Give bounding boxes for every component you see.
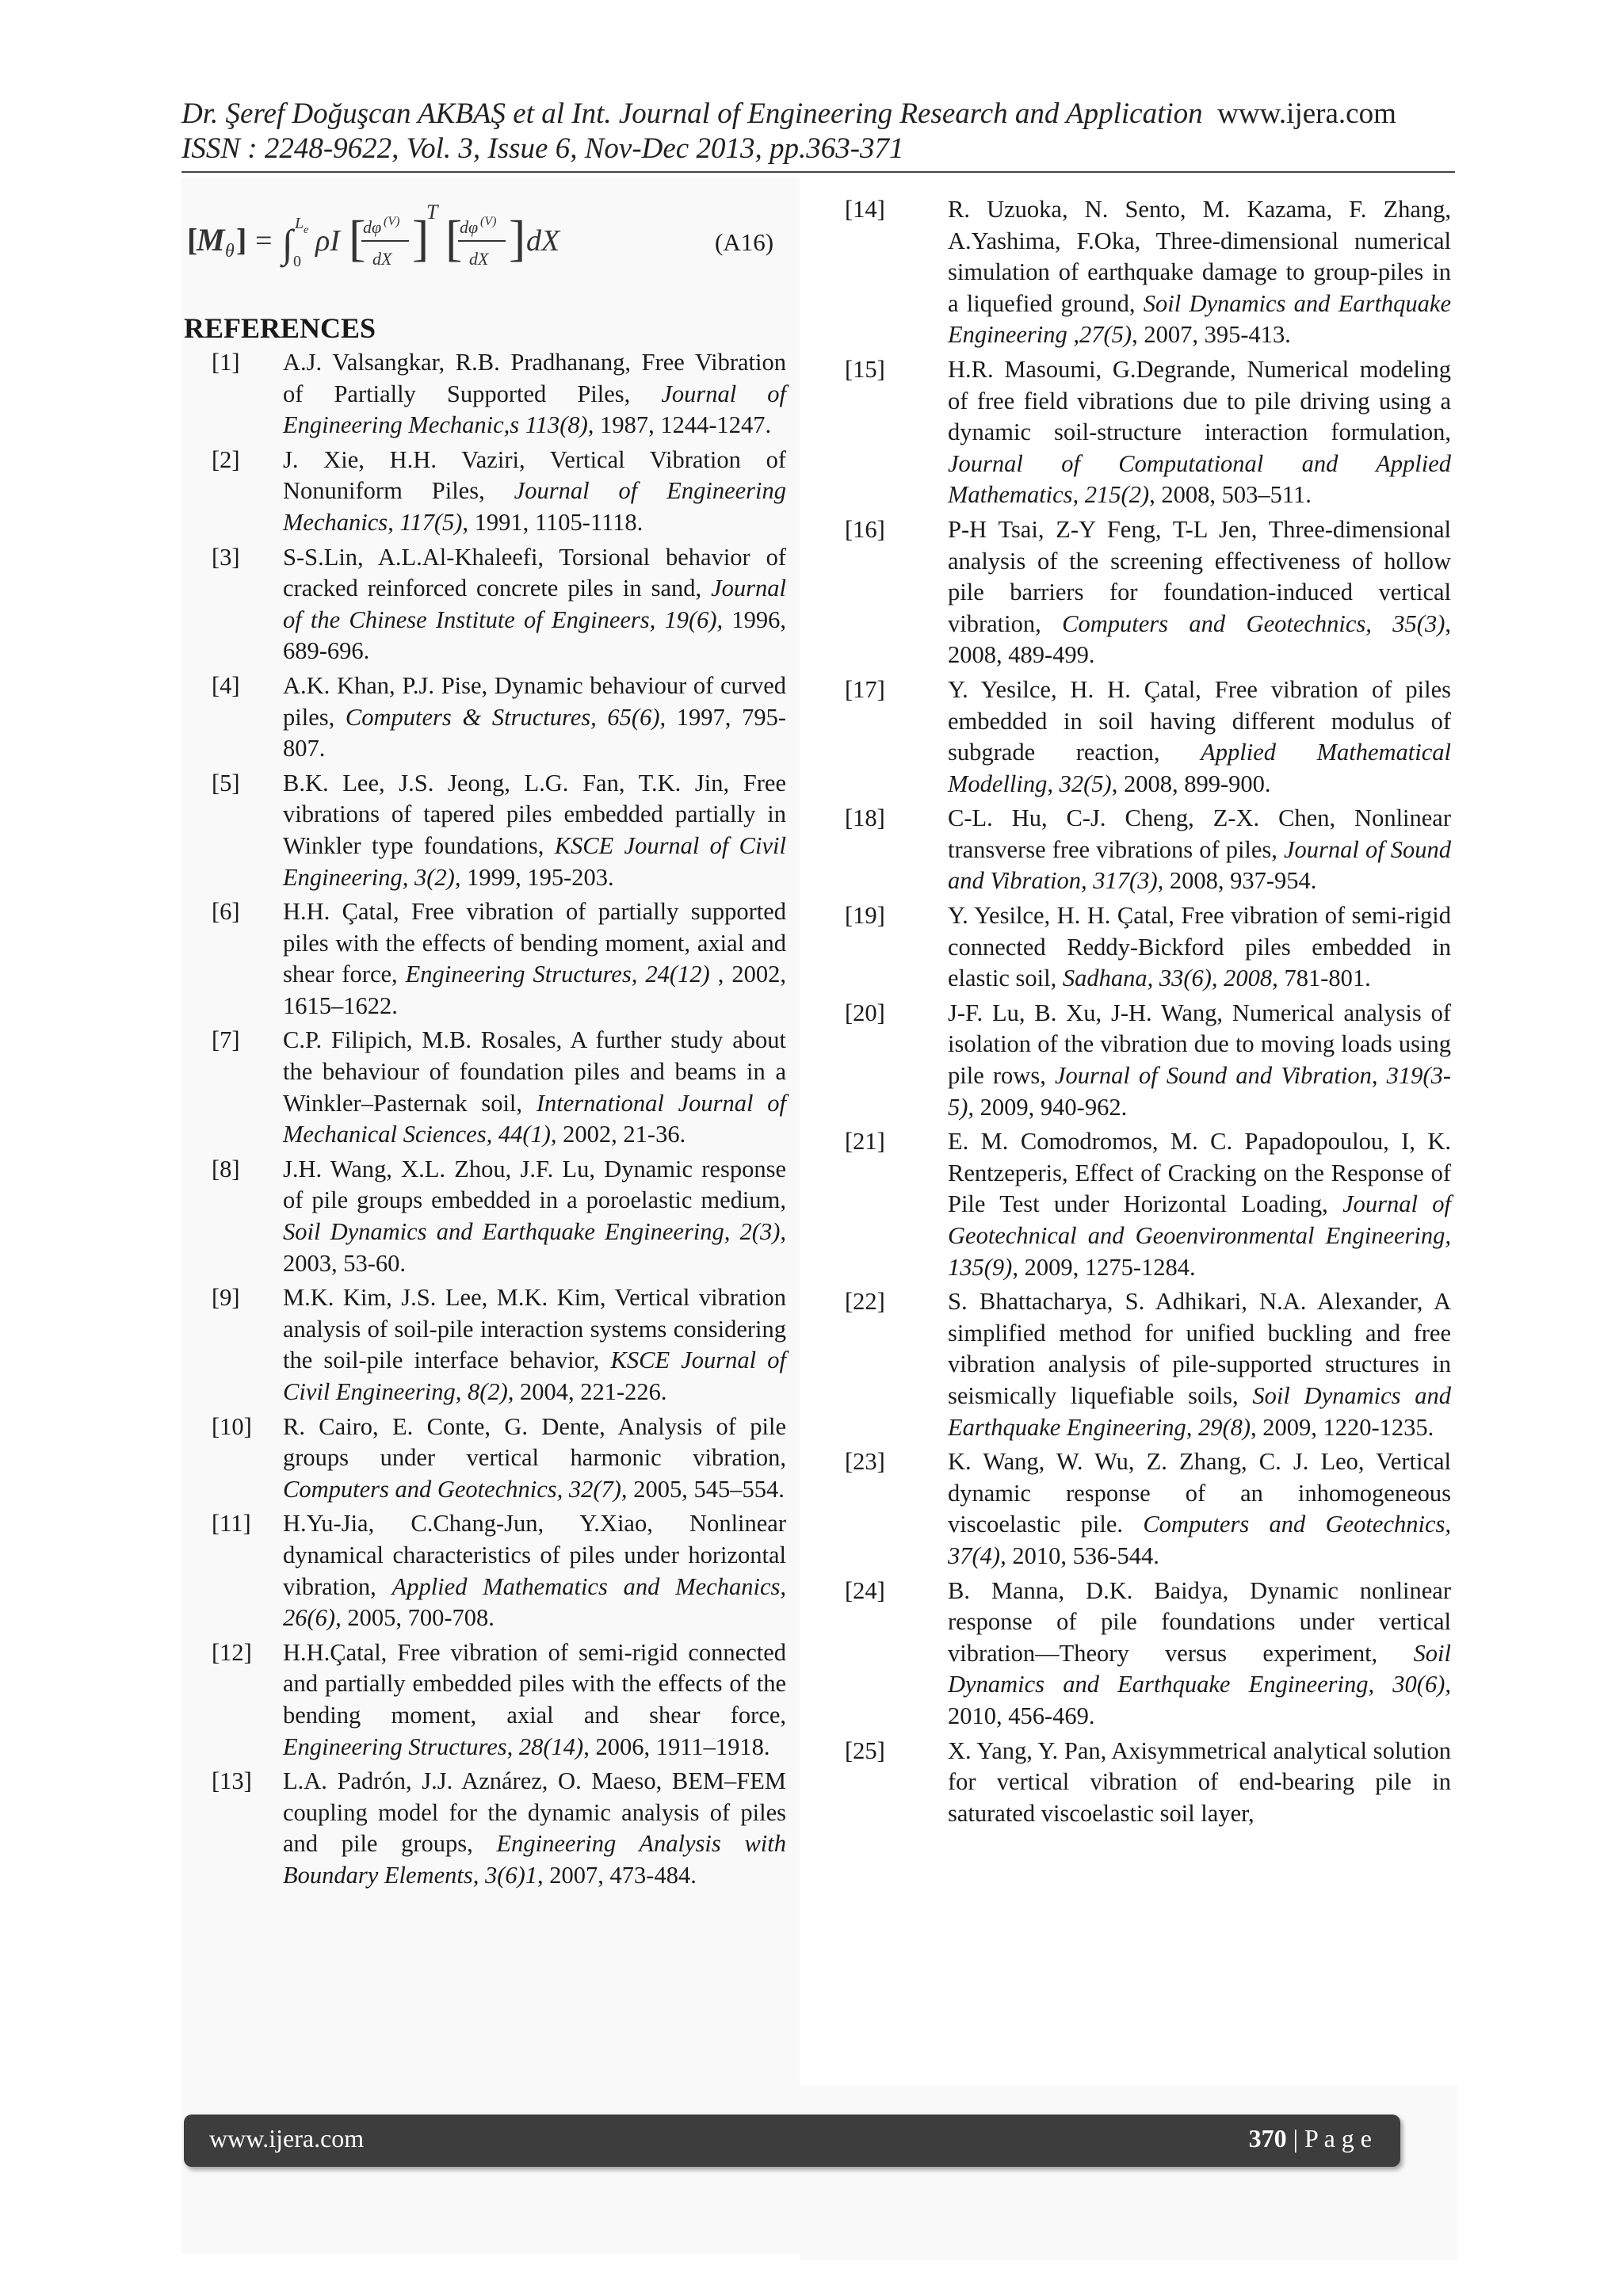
svg-text:dX: dX (526, 224, 560, 258)
reference-authors-title: L.A. Padrón, J.J. Aznárez, O. Maeso, BEM–FEM coupling model for the dynamic analysis of piles and pile groups, (283, 1767, 786, 1858)
reference-authors-title: J. Xie, H.H. Vaziri, Vertical Vibration of Nonuniform Piles, (283, 445, 786, 505)
reference-authors-title: A.K. Khan, P.J. Pise, Dynamic behaviour of curved piles, (283, 671, 786, 731)
right-column (845, 194, 1451, 1832)
reference-year-pages: 2004, 221-226. (514, 1378, 667, 1405)
reference-item (184, 1282, 786, 1408)
equation-number: (A16) (715, 228, 774, 256)
reference-authors-title: H.R. Masoumi, G.Degrande, Numerical modeling of free field vibrations due to pile driving using a dynamic soil-structure interaction formulation, (948, 355, 1451, 446)
reference-text (283, 542, 786, 667)
references-list-right (845, 194, 1451, 1829)
reference-number: [6] (212, 898, 240, 926)
reference-text (948, 1576, 1451, 1733)
reference-text (948, 1736, 1451, 1830)
svg-text:dφ: dφ (363, 217, 382, 237)
reference-year-pages: 2002, 21-36. (556, 1121, 686, 1148)
reference-text (283, 347, 786, 441)
reference-authors-title: P-H Tsai, Z-Y Feng, T-L Jen, Three-dimensional analysis of the screening effectiveness of hollow pile barriers for foundation-induced vertical vibration, (948, 515, 1451, 637)
reference-journal: Computers and Geotechnics, 37(4), (948, 1511, 1451, 1569)
reference-item (845, 1576, 1451, 1733)
reference-number: [13] (212, 1767, 252, 1795)
svg-text:]: ] (509, 210, 526, 266)
reference-year-pages: 2005, 545–554. (627, 1475, 785, 1503)
reference-authors-title: H.Yu-Jia, C.Chang-Jun, Y.Xiao, Nonlinear dynamical characteristics of piles under horizontal vibration, (283, 1510, 786, 1600)
reference-authors-title: C-L. Hu, C-J. Cheng, Z-X. Chen, Nonlinear transverse free vibrations of piles, (948, 804, 1451, 863)
reference-journal: Soil Dynamics and Earthquake Engineering, 30(6), (948, 1639, 1451, 1698)
reference-text (283, 1154, 786, 1279)
svg-text:[: [ (445, 210, 463, 266)
reference-journal: Computers and Geotechnics, 35(3) (1062, 609, 1445, 637)
reference-item (184, 445, 786, 539)
right-column-background (800, 2086, 1457, 2260)
reference-journal: Sadhana, 33(6), 2008, (1062, 965, 1278, 992)
reference-authors-title: Y. Yesilce, H. H. Çatal, Free vibration of semi-rigid connected Reddy-Bickford piles embedded in elastic soil, (948, 902, 1451, 992)
reference-authors-title: H.H. Çatal, Free vibration of partially supported piles with the effects of bending moment, axial and shear force, (283, 898, 786, 988)
svg-text:]: ] (412, 210, 430, 266)
reference-number: [15] (845, 355, 885, 383)
reference-text (283, 1637, 786, 1763)
reference-authors-title: M.K. Kim, J.S. Lee, M.K. Kim, Vertical vibration analysis of soil-pile interaction systems considering the soil-pile interface behavior, (283, 1284, 786, 1374)
reference-number: [9] (212, 1284, 240, 1312)
reference-item (184, 768, 786, 893)
reference-text (283, 445, 786, 539)
reference-year-pages: , 2008, 503–511. (1149, 481, 1312, 509)
reference-year-pages: 2009, 1275-1284. (1018, 1253, 1196, 1281)
references-list-left (184, 347, 786, 1892)
reference-authors-title: K. Wang, W. Wu, Z. Zhang, C. J. Leo, Vertical dynamic response of an inhomogeneous viscoelastic pile. (948, 1448, 1451, 1538)
reference-journal: KSCE Journal of Civil Engineering, 3(2), (283, 831, 786, 891)
reference-text (283, 1766, 786, 1891)
reference-journal: KSCE Journal of Civil Engineering, 8(2), (283, 1347, 786, 1405)
reference-journal: Soil Dynamics and Earthquake Engineering, 2(3), (283, 1218, 786, 1246)
svg-text:(V): (V) (384, 215, 400, 228)
page-label: | P a g e (1286, 2124, 1372, 2153)
reference-journal: Soil Dynamics and Earthquake Engineering, 29(8) (948, 1381, 1451, 1441)
reference-number: [3] (212, 543, 240, 571)
reference-journal: Journal of Engineering Mechanic,s 113(8), (283, 380, 786, 439)
reference-journal: Journal of Engineering Mechanics, 117(5), (283, 477, 786, 536)
reference-number: [22] (845, 1288, 885, 1316)
svg-text:[: [ (187, 222, 198, 258)
page-footer (184, 2115, 1400, 2167)
reference-year-pages: , 2008, 899-900. (1111, 770, 1271, 797)
header-website[interactable]: www.ijera.com (1217, 97, 1396, 130)
reference-item (845, 1736, 1451, 1830)
reference-text (948, 1286, 1451, 1443)
reference-text (283, 896, 786, 1022)
reference-number: [8] (212, 1155, 240, 1182)
reference-item (184, 542, 786, 667)
reference-journal: Computers and Geotechnics, 32(7), (283, 1475, 628, 1503)
reference-item (184, 1412, 786, 1506)
reference-year-pages: 1997, 795-807. (283, 703, 786, 762)
svg-text:M: M (197, 222, 225, 258)
reference-year-pages: , 2007, 473-484. (537, 1861, 697, 1889)
svg-text:ρI: ρI (315, 224, 340, 258)
reference-item (184, 1508, 786, 1633)
reference-number: [11] (212, 1510, 251, 1538)
equation-formula (184, 189, 628, 292)
svg-text:∫: ∫ (282, 221, 293, 266)
reference-year-pages: , 2002, 1615–1622. (283, 961, 786, 1019)
svg-text:dX: dX (372, 249, 392, 269)
reference-year-pages: 1991, 1105-1118. (468, 508, 643, 536)
reference-item (184, 1637, 786, 1763)
reference-text (283, 768, 786, 893)
reference-item (184, 1025, 786, 1150)
header-citation: Dr. Şeref Doğuşcan AKBAŞ et al Int. Journal of Engineering Research and Application (181, 97, 1203, 130)
reference-number: [14] (845, 196, 885, 223)
reference-year-pages: , 2009, 1220-1235. (1251, 1413, 1434, 1441)
reference-item (845, 803, 1451, 897)
svg-text:dφ: dφ (460, 217, 479, 237)
reference-item (845, 900, 1451, 995)
reference-year-pages: 2003, 53-60. (283, 1249, 407, 1277)
reference-year-pages: , 2007, 395-413. (1132, 321, 1291, 349)
reference-text (283, 1282, 786, 1408)
page-number-value: 370 (1248, 2124, 1287, 2153)
reference-year-pages: 781-801. (1277, 965, 1371, 992)
reference-authors-title: E. M. Comodromos, M. C. Papadopoulou, I, K. Rentzeperis, Effect of Cracking on the Response of Pile Test under Horizontal Loading, (948, 1128, 1451, 1218)
reference-journal: Engineering Structures, 28(14) (283, 1733, 584, 1760)
svg-text:L: L (295, 215, 304, 232)
reference-number: [23] (845, 1448, 885, 1476)
reference-text (948, 194, 1451, 351)
reference-number: [21] (845, 1128, 885, 1156)
svg-text:θ: θ (225, 241, 235, 262)
svg-text:T: T (426, 201, 438, 223)
reference-year-pages: 1996, 689-696. (283, 606, 786, 665)
reference-text (948, 674, 1451, 800)
reference-year-pages: 2010, 456-469. (948, 1702, 1095, 1729)
svg-text:(V): (V) (480, 215, 497, 228)
reference-text (948, 1126, 1451, 1283)
reference-authors-title: R. Cairo, E. Conte, G. Dente, Analysis of pile groups under vertical harmonic vibration, (283, 1412, 786, 1472)
reference-number: [25] (845, 1736, 885, 1764)
reference-number: [17] (845, 675, 885, 703)
svg-text:dX: dX (469, 249, 489, 269)
svg-text:[: [ (349, 210, 366, 266)
reference-year-pages: 2005, 700-708. (341, 1604, 495, 1632)
reference-item (184, 896, 786, 1022)
running-header (181, 97, 1449, 166)
reference-item (184, 1766, 786, 1891)
reference-text (948, 514, 1451, 671)
reference-item (845, 354, 1451, 511)
reference-authors-title: Y. Yesilce, H. H. Çatal, Free vibration of piles embedded in soil having different modulus of subgrade reaction, (948, 675, 1451, 766)
reference-text (948, 354, 1451, 511)
reference-journal: Journal of Computational and Applied Mathematics, 215(2) (948, 449, 1451, 509)
reference-year-pages: 1999, 195-203. (460, 863, 614, 891)
reference-number: [10] (212, 1412, 252, 1440)
reference-text (283, 1025, 786, 1150)
reference-journal: Engineering Analysis with Boundary Elements, 3(6)1 (283, 1830, 786, 1889)
reference-item (845, 1446, 1451, 1572)
page-number (1249, 2124, 1372, 2153)
reference-number: [18] (845, 804, 885, 832)
reference-year-pages: 2009, 940-962. (974, 1093, 1128, 1121)
reference-journal: Journal of the Chinese Institute of Engineers, 19(6), (283, 575, 786, 633)
svg-text:]: ] (236, 222, 247, 258)
reference-item (184, 670, 786, 765)
reference-year-pages: 2010, 536-544. (1006, 1541, 1159, 1569)
reference-number: [7] (212, 1026, 240, 1054)
header-line-1 (181, 97, 1449, 132)
reference-text (948, 1446, 1451, 1572)
left-column (184, 189, 786, 1895)
reference-journal: Applied Mathematics and Mechanics, 26(6), (283, 1572, 786, 1632)
reference-text (283, 1508, 786, 1633)
svg-text:=: = (255, 224, 273, 258)
reference-journal: Journal of Sound and Vibration, 319(3-5), (948, 1062, 1451, 1121)
reference-item (845, 674, 1451, 800)
reference-number: [20] (845, 999, 885, 1026)
reference-number: [4] (212, 671, 240, 699)
header-divider (181, 171, 1455, 173)
reference-number: [16] (845, 515, 885, 543)
reference-item (845, 1286, 1451, 1443)
reference-item (845, 998, 1451, 1123)
reference-item (184, 1154, 786, 1279)
reference-authors-title: S. Bhattacharya, S. Adhikari, N.A. Alexander, A simplified method for unified buckling and free vibration analysis of pile-supported structures in seismically liquefiable soils, (948, 1288, 1451, 1409)
reference-journal: Computers & Structures, 65(6), (345, 703, 666, 731)
reference-authors-title: S-S.Lin, A.L.Al-Khaleefi, Torsional behavior of cracked reinforced concrete piles in sand, (283, 543, 786, 602)
reference-year-pages: 2008, 937-954. (1163, 867, 1317, 895)
reference-text (948, 998, 1451, 1123)
reference-authors-title: J.H. Wang, X.L. Zhou, J.F. Lu, Dynamic response of pile groups embedded in a poroelastic medium, (283, 1155, 786, 1214)
reference-text (948, 900, 1451, 995)
equation-a16 (184, 189, 786, 292)
reference-text (948, 803, 1451, 897)
reference-year-pages: , 2008, 489-499. (948, 609, 1451, 669)
header-line-2: ISSN : 2248-9622, Vol. 3, Issue 6, Nov-Dec 2013, pp.363-371 (181, 132, 904, 165)
reference-authors-title: B.K. Lee, J.S. Jeong, L.G. Fan, T.K. Jin, Free vibrations of tapered piles embedded partially in Winkler type foundations, (283, 769, 786, 859)
reference-authors-title: R. Uzuoka, N. Sento, M. Kazama, F. Zhang, A.Yashima, F.Oka, Three-dimensional numerical simulation of earthquake damage to group-piles in a liquefied ground, (948, 196, 1451, 317)
reference-journal: International Journal of Mechanical Sciences, 44(1), (283, 1089, 786, 1148)
reference-text (283, 1412, 786, 1506)
reference-number: [5] (212, 769, 240, 797)
reference-item (845, 514, 1451, 671)
svg-text:0: 0 (293, 253, 301, 270)
reference-authors-title: J-F. Lu, B. Xu, J-H. Wang, Numerical analysis of isolation of the vibration due to moving loads using pile rows, (948, 999, 1451, 1090)
reference-year-pages: 1987, 1244-1247. (594, 411, 772, 439)
references-heading: REFERENCES (184, 312, 376, 344)
reference-authors-title: C.P. Filipich, M.B. Rosales, A further study about the behaviour of foundation piles and beams in a Winkler–Pasternak soil, (283, 1026, 786, 1117)
reference-journal: Journal of Sound and Vibration, 317(3), (948, 835, 1451, 895)
reference-authors-title: H.H.Çatal, Free vibration of semi-rigid connected and partially embedded piles with the effects of the bending moment, axial and shear force, (283, 1638, 786, 1729)
reference-text (283, 670, 786, 765)
reference-number: [24] (845, 1576, 885, 1604)
reference-item (845, 194, 1451, 351)
reference-authors-title: A.J. Valsangkar, R.B. Pradhanang, Free Vibration of Partially Supported Piles, (283, 349, 786, 407)
reference-year-pages: , 2006, 1911–1918. (583, 1733, 770, 1760)
reference-number: [1] (212, 349, 240, 376)
footer-website-link[interactable]: www.ijera.com (209, 2124, 365, 2153)
svg-text:e: e (304, 224, 309, 236)
reference-item (184, 347, 786, 441)
reference-authors-title: B. Manna, D.K. Baidya, Dynamic nonlinear response of pile foundations under vertical vibration—Theory versus experiment, (948, 1576, 1451, 1667)
reference-journal: Applied Mathematical Modelling, 32(5) (948, 739, 1451, 797)
reference-item (845, 1126, 1451, 1283)
reference-journal: Journal of Geotechnical and Geoenvironmental Engineering, 135(9), (948, 1190, 1451, 1281)
reference-journal: Engineering Structures, 24(12) (405, 961, 710, 988)
reference-journal: Soil Dynamics and Earthquake Engineering ,27(5) (948, 289, 1451, 349)
reference-number: [12] (212, 1638, 252, 1666)
reference-number: [2] (212, 445, 240, 473)
reference-number: [19] (845, 902, 885, 930)
reference-authors-title: X. Yang, Y. Pan, Axisymmetrical analytical solution for vertical vibration of end-bearing pile in saturated viscoelastic soil layer, (948, 1736, 1451, 1827)
